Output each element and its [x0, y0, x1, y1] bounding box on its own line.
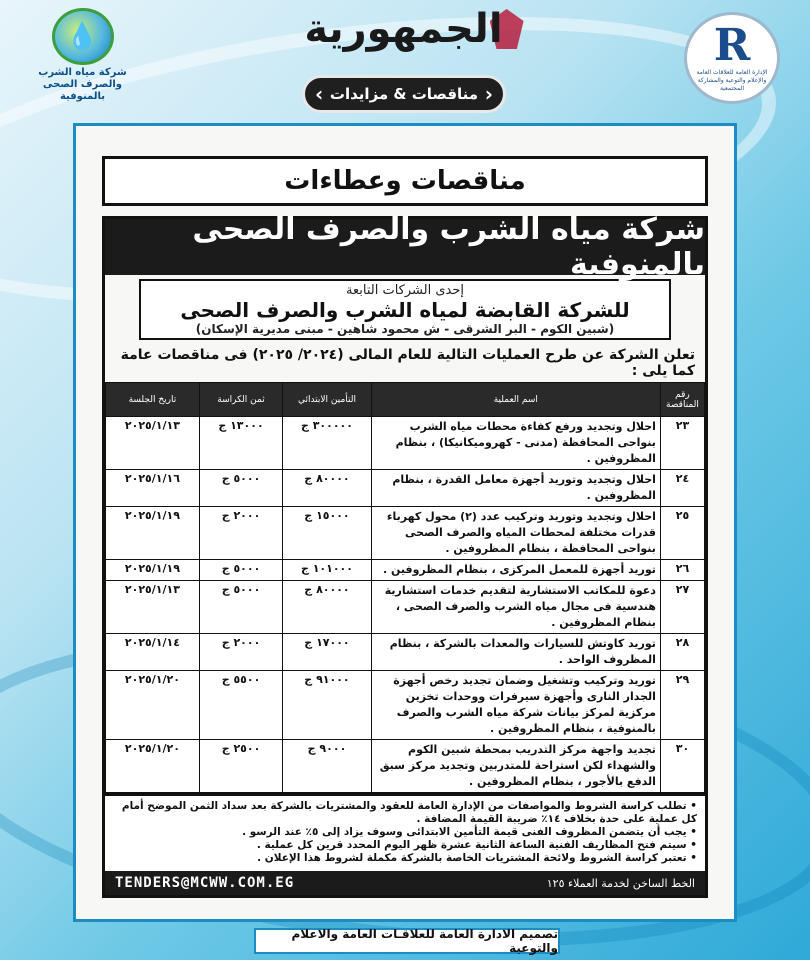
announcement-text: تعلن الشركة عن طرح العمليات التالية للعام المالى (٢٠٢٤/ ٢٠٢٥) فى مناقصات عامة كما يلى :	[120, 347, 695, 379]
table-row	[106, 634, 705, 671]
operation-name: احلال وتجديد وتوريد أجهزة معامل القدرة ، بنظام المظروفين .	[371, 470, 660, 507]
table-header-row	[106, 383, 705, 417]
subsidiary-line: إحدى الشركات التابعة	[346, 283, 464, 298]
r-letter-icon: R	[713, 20, 751, 71]
company-logo-text: شركة مياه الشرب والصرف الصحى بالمنوفية	[38, 67, 127, 102]
table-row	[106, 581, 705, 634]
session-date: ٢٠٢٥/١/١٤	[106, 634, 200, 671]
booklet-fee: ٥٠٠٠ ج	[199, 470, 282, 507]
operation-name: توريد وتركيب وتشغيل وضمان تجديد رخص أجهزة الجدار النارى وأجهزة سيرفرات ووحدات تخزين مركزية لمركز بيانات شركة مياه الشرب والصرف بالمنوفية ، بنظام المظروفين .	[371, 671, 660, 740]
company-title-text: شركة مياه الشرب والصرف الصحى بالمنوفية	[192, 212, 705, 282]
clipping-frame	[73, 123, 737, 922]
chevron-right-icon: ›	[484, 82, 493, 106]
tender-number: ٢٥	[660, 507, 704, 560]
header	[0, 0, 810, 118]
newspaper-name: الجمهورية	[304, 6, 503, 52]
company-address: (شبين الكوم - البر الشرقى - ش محمود شاهين - مبنى مديرية الإسكان)	[195, 322, 615, 336]
session-date: ٢٠٢٥/١/١٩	[106, 507, 200, 560]
tender-number: ٢٨	[660, 634, 704, 671]
initial-insurance: ١٠١٠٠٠ ج	[283, 560, 372, 581]
session-date: ٢٠٢٥/١/٢٠	[106, 671, 200, 740]
operation-name: توريد أجهزة للمعمل المركزى ، بنظام المظروفين .	[371, 560, 660, 581]
initial-insurance: ٣٠٠٠٠٠ ج	[283, 417, 372, 470]
table-row	[106, 470, 705, 507]
column-header: رقم المناقصة	[660, 383, 704, 417]
column-header: التأمين الابتدائي	[283, 383, 372, 417]
session-date: ٢٠٢٥/١/١٩	[106, 560, 200, 581]
design-credit	[254, 928, 560, 954]
booklet-fee: ٢٠٠٠ ج	[199, 507, 282, 560]
section-badge	[302, 75, 506, 113]
booklet-fee: ٥٠٠٠ ج	[199, 581, 282, 634]
announcement-box	[102, 212, 708, 796]
table-row	[106, 671, 705, 740]
tenders-banner	[102, 156, 708, 206]
booklet-fee: ٢٠٠٠ ج	[199, 634, 282, 671]
booklet-fee: ٥٥٠٠ ج	[199, 671, 282, 740]
table-row	[106, 560, 705, 581]
company-title	[105, 212, 705, 282]
pr-department-logo	[684, 12, 780, 104]
session-date: ٢٠٢٥/١/٢٠	[106, 740, 200, 793]
tender-number: ٢٦	[660, 560, 704, 581]
initial-insurance: ٨٠٠٠٠ ج	[283, 470, 372, 507]
holding-info	[139, 279, 671, 340]
session-date: ٢٠٢٥/١/١٦	[106, 470, 200, 507]
globe-icon: 💧	[52, 8, 114, 65]
booklet-fee: ١٣٠٠٠ ج	[199, 417, 282, 470]
session-date: ٢٠٢٥/١/١٣	[106, 581, 200, 634]
hotline-bar	[105, 871, 705, 895]
table-row	[106, 417, 705, 470]
note-item: • تعتبر كراسة الشروط ولائحة المشتريات الخاصة بالشركة مكملة لشروط هذا الإعلان .	[113, 852, 697, 865]
table-row	[106, 507, 705, 560]
column-header: ثمن الكراسة	[199, 383, 282, 417]
contact-email: TENDERS@MCWW.COM.EG	[115, 875, 295, 891]
tender-number: ٣٠	[660, 740, 704, 793]
note-item: • سيتم فتح المظاريف الفنية الساعة الثانية عشرة ظهر اليوم المحدد قرين كل عملية .	[113, 839, 697, 852]
initial-insurance: ١٥٠٠٠ ج	[283, 507, 372, 560]
initial-insurance: ٨٠٠٠٠ ج	[283, 581, 372, 634]
tenders-table	[105, 382, 705, 793]
pr-department-logo-text: الإدارة العامة للعلاقات العامة والإعلام والتوعية والمشاركة المجتمعية	[696, 69, 768, 92]
initial-insurance: ٩١٠٠٠ ج	[283, 671, 372, 740]
operation-name: توريد كاوتش للسيارات والمعدات بالشركة ، بنظام المظروف الواحد .	[371, 634, 660, 671]
newspaper-clipping	[76, 126, 734, 919]
booklet-fee: ٥٠٠٠ ج	[199, 560, 282, 581]
initial-insurance: ٩٠٠٠ ج	[283, 740, 372, 793]
operation-name: تجديد واجهة مركز التدريب بمحطة شبين الكوم والشهداء لكن استراحة للمتدربين وتجديد مركز سبق الدفع بالأجور ، بنظام المظروفين .	[371, 740, 660, 793]
tender-number: ٢٤	[660, 470, 704, 507]
operation-name: احلال وتجديد ورفع كفاءة محطات مياه الشرب بنواحى المحافظة (مدنى - كهروميكانيكا) ، بنظام المظروفين .	[371, 417, 660, 470]
tender-number: ٢٣	[660, 417, 704, 470]
column-header: تاريخ الجلسة	[106, 383, 200, 417]
chevron-left-icon: ‹	[315, 82, 324, 106]
note-item: • يجب أن يتضمن المظروف الفنى قيمة التأمين الابتدائى وسوف يزاد إلى ٥٪ عند الرسو .	[113, 826, 697, 839]
tenders-banner-text: مناقصات وعطاءات	[284, 166, 526, 196]
operation-name: دعوة للمكاتب الاستشارية لتقديم خدمات استشارية هندسية فى مجال مياه الشرب والصرف الصحى ، بنظام المظروفين .	[371, 581, 660, 634]
note-item: • تطلب كراسة الشروط والمواصفات من الإدارة العامة للعقود والمشتريات بالشركة بعد سداد الثمن الموضح أمام كل عملية على حدة بخلاف ١٤٪ ضريبة القيمة المضافة .	[113, 800, 697, 826]
booklet-fee: ٢٥٠٠ ج	[199, 740, 282, 793]
column-header: اسم العملية	[371, 383, 660, 417]
table-row	[106, 740, 705, 793]
session-date: ٢٠٢٥/١/١٣	[106, 417, 200, 470]
operation-name: احلال وتجديد وتوريد وتركيب عدد (٢) محول كهرباء قدرات مختلفة لمحطات المياه والصرف الصحى بنواحى المحافظة ، بنظام المظروفين .	[371, 507, 660, 560]
initial-insurance: ١٧٠٠٠ ج	[283, 634, 372, 671]
holding-company: للشركة القابضة لمياه الشرب والصرف الصحى	[180, 298, 630, 322]
terms-notes	[102, 796, 708, 898]
hotline-label: الخط الساخن لخدمة العملاء ١٢٥	[546, 876, 695, 890]
tender-number: ٢٧	[660, 581, 704, 634]
section-label: مناقصات & مزايدات	[329, 85, 479, 103]
design-credit-text: تصميم الادارة العامة للعلاقـات العامة والاعلام والتوعية	[291, 927, 558, 955]
tender-number: ٢٩	[660, 671, 704, 740]
